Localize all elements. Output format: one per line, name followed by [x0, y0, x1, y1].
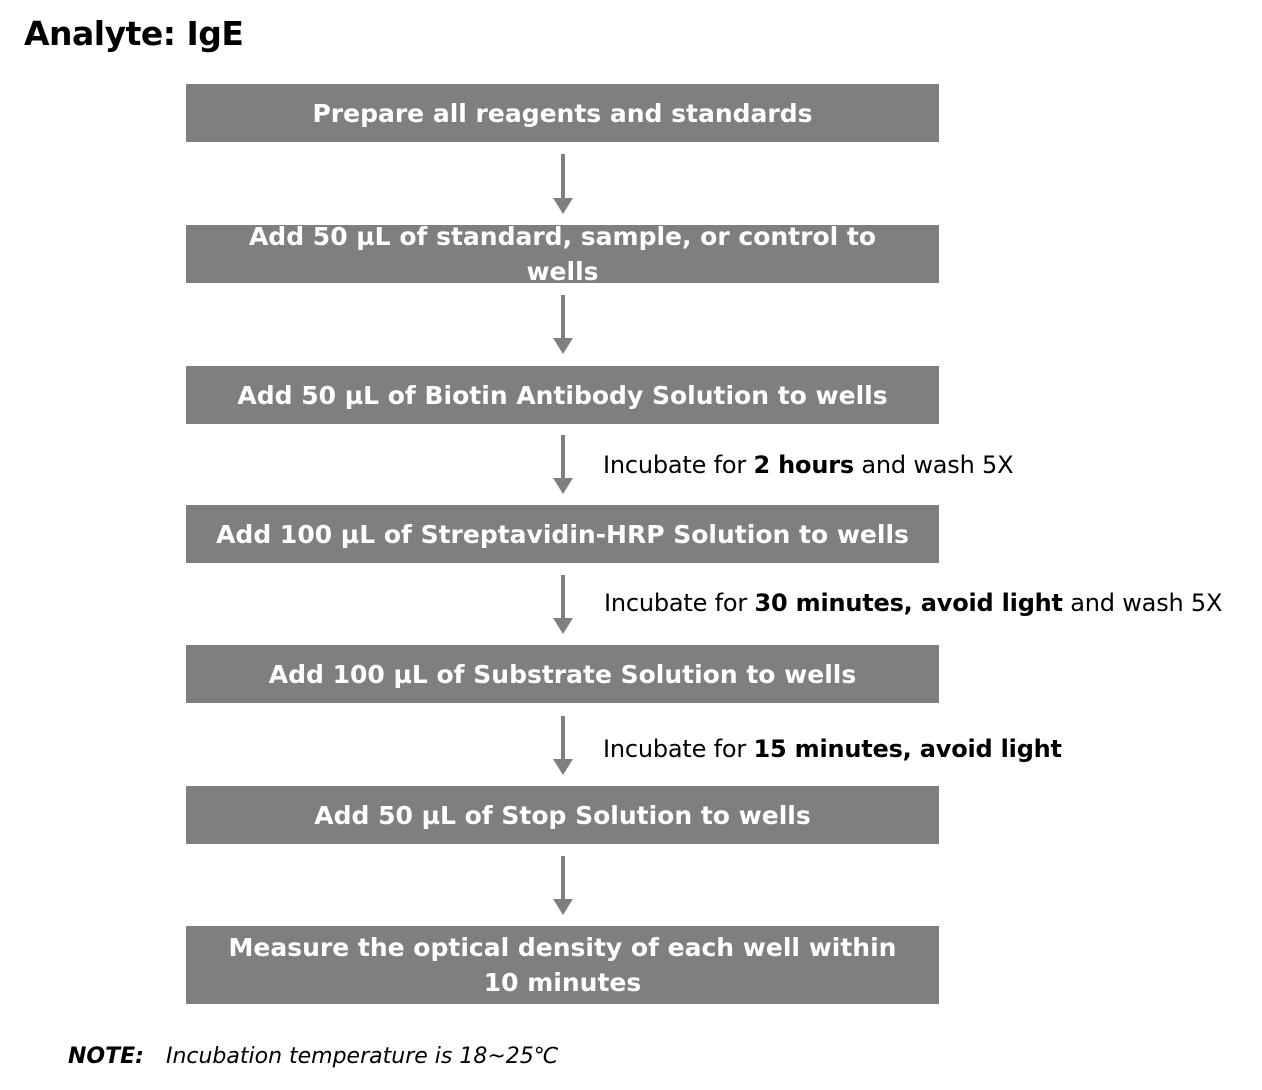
arrow-down-icon: [553, 856, 573, 915]
arrow-down-icon: [553, 295, 573, 354]
incubation-emphasis: 15 minutes, avoid light: [753, 735, 1062, 763]
incubation-note: [603, 735, 1062, 763]
incubation-note: [604, 589, 1222, 617]
step-prepare-reagents: Prepare all reagents and standards: [186, 84, 939, 142]
note-text: Incubation temperature is 18~25℃: [165, 1044, 559, 1069]
temperature-note: [68, 1044, 558, 1069]
incubation-emphasis: 2 hours: [753, 451, 854, 479]
arrow-down-icon: [553, 154, 573, 214]
incubation-note: [603, 451, 1013, 479]
step-add-standard-sample: Add 50 µL of standard, sample, or control to wells: [186, 225, 939, 283]
step-measure-optical-density: Measure the optical density of each well within 10 minutes: [186, 926, 939, 1004]
note-label: NOTE:: [68, 1044, 144, 1069]
step-add-stop-solution: Add 50 µL of Stop Solution to wells: [186, 786, 939, 844]
incubation-prefix: Incubate for: [603, 735, 754, 763]
arrow-down-icon: [553, 575, 573, 634]
arrow-down-icon: [553, 435, 573, 494]
incubation-emphasis: 30 minutes, avoid light: [754, 589, 1063, 617]
step-add-substrate: Add 100 µL of Substrate Solution to wells: [186, 645, 939, 703]
incubation-prefix: Incubate for: [603, 451, 754, 479]
incubation-suffix: and wash 5X: [1062, 589, 1223, 617]
step-add-biotin-antibody: Add 50 µL of Biotin Antibody Solution to wells: [186, 366, 939, 424]
step-add-streptavidin-hrp: Add 100 µL of Streptavidin-HRP Solution to wells: [186, 505, 939, 563]
incubation-suffix: and wash 5X: [853, 451, 1014, 479]
analyte-title: Analyte: IgE: [24, 14, 244, 53]
incubation-prefix: Incubate for: [604, 589, 755, 617]
arrow-down-icon: [553, 716, 573, 775]
